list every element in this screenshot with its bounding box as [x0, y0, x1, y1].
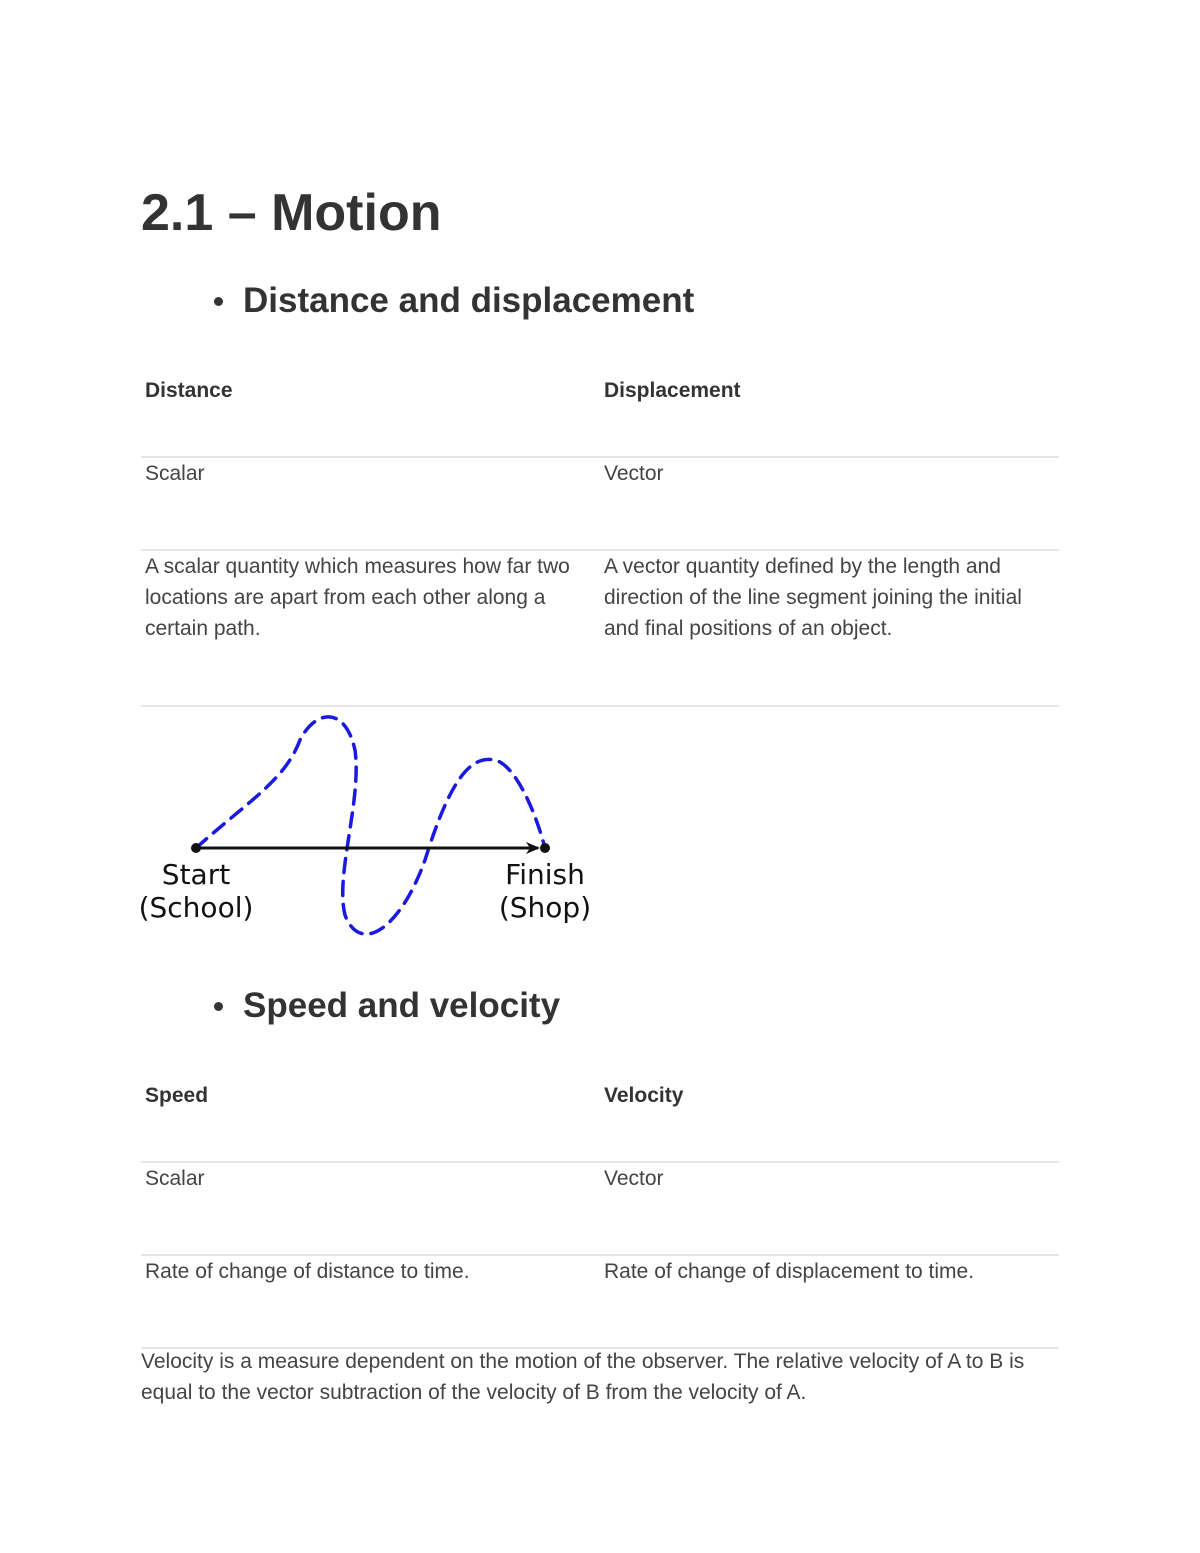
velocity-note-paragraph: Velocity is a measure dependent on the motion of the observer. The relative velocity of A to B is equal to the vector subtraction of the velocity of B from the velocity of A. — [141, 1350, 1025, 1404]
start-point — [191, 843, 201, 853]
table-cell: Rate of change of distance to time. — [141, 1255, 600, 1348]
finish-sub-label: (Shop) — [498, 891, 592, 924]
table-cell: Scalar — [141, 457, 600, 550]
section-heading-speed — [214, 985, 560, 1027]
section-heading-distance — [214, 280, 694, 322]
table-row — [141, 550, 1059, 706]
speed-velocity-table — [141, 1080, 1059, 1349]
start-label: Start — [161, 858, 231, 891]
bullet-icon — [214, 297, 223, 306]
page-title: 2.1 – Motion — [141, 184, 442, 242]
finish-point — [540, 843, 550, 853]
table-row — [141, 1255, 1059, 1348]
header-cell-speed: Speed — [141, 1080, 600, 1162]
table-header-row — [141, 1080, 1059, 1162]
header-cell-displacement: Displacement — [600, 375, 1059, 457]
section-heading-distance-text: Distance and displacement — [243, 281, 695, 320]
table-header-row — [141, 375, 1059, 457]
table-cell: Vector — [600, 457, 1059, 550]
distance-displacement-diagram — [130, 700, 610, 950]
table-cell: Scalar — [141, 1162, 600, 1255]
header-cell-distance: Distance — [141, 375, 600, 457]
table-cell: A scalar quantity which measures how far two locations are apart from each other along a certain path. — [141, 550, 600, 706]
start-sub-label: (School) — [138, 891, 254, 924]
section-heading-speed-text: Speed and velocity — [243, 986, 561, 1025]
table-cell: A vector quantity defined by the length and direction of the line segment joining the initial and final positions of an object. — [600, 550, 1059, 706]
header-cell-velocity: Velocity — [600, 1080, 1059, 1162]
distance-displacement-table — [141, 375, 1059, 707]
finish-label: Finish — [505, 858, 585, 891]
table-row — [141, 1162, 1059, 1255]
table-row — [141, 457, 1059, 550]
bullet-icon — [214, 1002, 223, 1011]
table-cell: Vector — [600, 1162, 1059, 1255]
table-cell: Rate of change of displacement to time. — [600, 1255, 1059, 1348]
